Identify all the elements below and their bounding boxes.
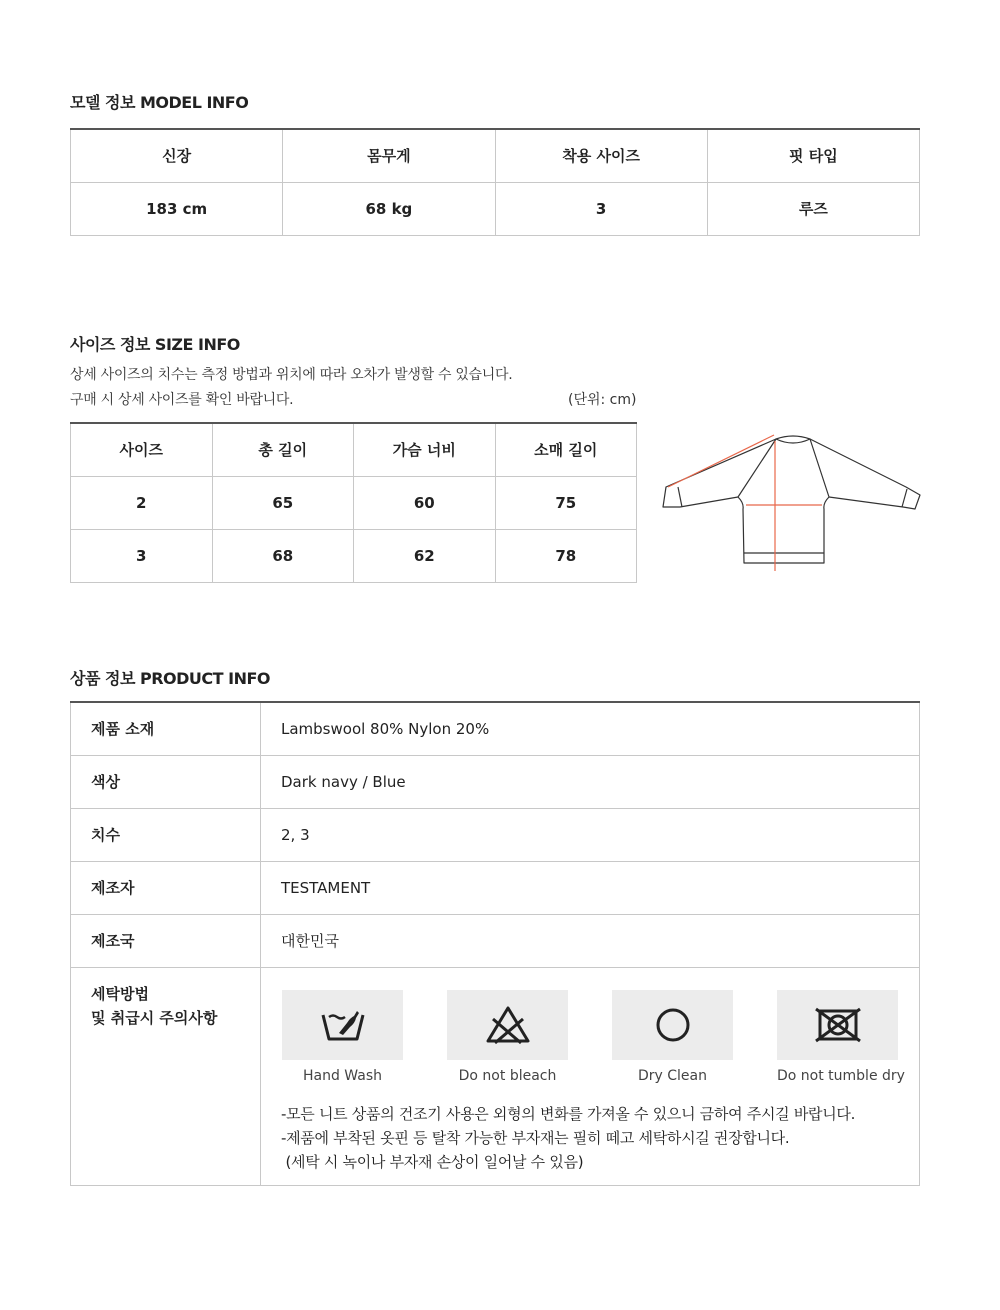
unit-label: (단위: cm) [568,392,637,408]
care-label-cell [71,967,261,1185]
care-note-line: -제품에 부착된 옷핀 등 탈착 가능한 부자재는 필히 떼고 세탁하시길 권장합니다. [281,1129,790,1147]
hand-wash-icon [319,1005,367,1045]
table-row [71,755,920,808]
table-cell: 3 [71,529,213,582]
table-cell: 75 [495,476,637,529]
table-row [71,914,920,967]
care-item-dry-clean [612,990,733,1084]
care-label: Hand Wash [302,1068,382,1084]
row-value: 2, 3 [261,808,920,861]
do-not-tumble-dry-icon [814,1005,862,1045]
care-label: Do not bleach [458,1068,557,1084]
size-note-line-1: 상세 사이즈의 치수는 측정 방법과 위치에 따라 오차가 발생할 수 있습니다. [70,367,513,383]
care-item-hand-wash [282,990,403,1084]
row-value: 대한민국 [261,914,920,967]
table-row [71,476,637,529]
product-info-table [70,701,920,1186]
row-value: TESTAMENT [261,861,920,914]
care-content-cell [261,967,920,1185]
table-row [71,808,920,861]
row-label: 제품 소재 [71,702,261,755]
product-info-title: 상품 정보 PRODUCT INFO [70,669,270,688]
dry-clean-icon [653,1005,693,1045]
size-note-line-2: 구매 시 상세 사이즈를 확인 바랍니다. [70,392,294,408]
care-note-line: (세탁 시 녹이나 부자재 손상이 일어날 수 있음) [281,1153,584,1171]
table-cell: 183 cm [71,182,283,235]
do-not-bleach-icon [485,1005,531,1045]
care-label: Dry Clean [637,1068,707,1084]
sleeve-length-arrow [668,435,774,487]
header-cell: 핏 타입 [707,129,919,182]
model-info-table [70,128,920,236]
row-label: 치수 [71,808,261,861]
row-label: 색상 [71,755,261,808]
care-label: Do not tumble dry [777,1068,905,1084]
care-item-do-not-tumble-dry [777,990,905,1084]
row-value: Dark navy / Blue [261,755,920,808]
size-table [70,422,637,583]
header-cell: 신장 [71,129,283,182]
size-info-title: 사이즈 정보 SIZE INFO [70,335,240,354]
table-cell: 60 [354,476,496,529]
table-row [71,702,920,755]
care-row [71,967,920,1185]
table-cell: 2 [71,476,213,529]
right-cuff-line [902,489,907,507]
table-cell: 68 [212,529,354,582]
care-instructions [261,968,919,1184]
table-cell: 68 kg [283,182,495,235]
left-cuff-line [678,487,682,507]
header-cell: 가슴 너비 [354,423,496,476]
row-value: Lambswool 80% Nylon 20% [261,702,920,755]
table-row [71,182,920,235]
right-sleeve-outline [810,439,920,509]
header-cell: 소매 길이 [495,423,637,476]
table-cell: 65 [212,476,354,529]
row-label: 제조국 [71,914,261,967]
table-cell: 루즈 [707,182,919,235]
header-cell: 사이즈 [71,423,213,476]
care-note-line: -모든 니트 상품의 건조기 사용은 외형의 변화를 가져올 수 있으니 금하여 주시길 바랍니다. [281,1105,856,1123]
body-outline [738,439,829,563]
table-cell: 62 [354,529,496,582]
model-info-title: 모델 정보 MODEL INFO [70,93,249,112]
care-notes [281,1102,855,1174]
care-label-line-1: 세탁방법 [91,984,149,1003]
table-row [71,861,920,914]
care-item-do-not-bleach [447,990,568,1084]
table-header-row [71,423,637,476]
header-cell: 착용 사이즈 [495,129,707,182]
row-label: 제조자 [71,861,261,914]
collar-outline [776,436,810,443]
header-cell: 몸무게 [283,129,495,182]
table-header-row [71,129,920,182]
table-row [71,529,637,582]
table-cell: 78 [495,529,637,582]
header-cell: 총 길이 [212,423,354,476]
table-cell: 3 [495,182,707,235]
sweater-measurement-diagram [658,425,928,580]
care-label-line-2: 및 취급시 주의사항 [91,1008,218,1027]
